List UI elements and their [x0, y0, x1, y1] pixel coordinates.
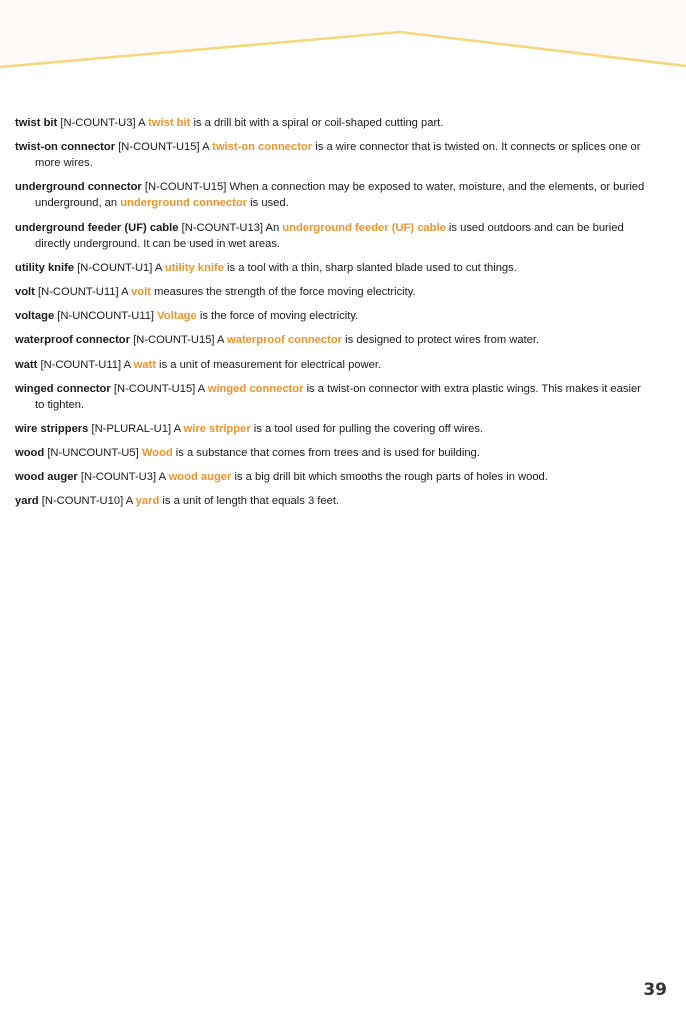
- entry-pre: A: [217, 334, 224, 347]
- entry-tag: [N-COUNT-U15]: [133, 334, 215, 347]
- entry-pre: A: [197, 382, 205, 395]
- entry-pre: A: [154, 261, 162, 274]
- entry-highlight: twist bit: [148, 117, 191, 129]
- entry-term: utility knife: [15, 261, 75, 274]
- entry-tag: [N-COUNT-U3]: [60, 117, 136, 129]
- entry-pre: A: [202, 141, 209, 154]
- entry-highlight: yard: [135, 495, 160, 508]
- entry-highlight: winged connector: [207, 382, 304, 395]
- entry-pre: When a connection may be exposed to water, moisture, and the elements, or buried underground, an: [35, 181, 645, 210]
- glossary-entry: [15, 139, 645, 171]
- entry-definition: is a tool with a thin, sharp slanted blade used to cut things.: [227, 261, 517, 274]
- entry-highlight: underground feeder (UF) cable: [282, 221, 446, 234]
- entry-pre: A: [158, 471, 166, 484]
- entry-term: voltage: [15, 310, 55, 323]
- glossary-entry: [15, 357, 645, 373]
- entry-term: twist-on connector: [15, 141, 116, 154]
- entry-tag: [N-COUNT-U10]: [41, 495, 124, 508]
- entry-tag: [N-COUNT-U11]: [40, 358, 122, 371]
- entry-definition: is a tool used for pulling the covering off wires.: [253, 422, 484, 435]
- entry-term: watt: [15, 358, 38, 371]
- entry-pre: A: [123, 358, 131, 371]
- entry-term: twist bit: [15, 117, 58, 129]
- entry-highlight: watt: [133, 358, 156, 371]
- glossary-entry: [15, 381, 645, 413]
- entry-tag: [N-COUNT-U15]: [144, 181, 227, 194]
- glossary-entry: [15, 308, 645, 324]
- entry-definition: is a unit of length that equals 3 feet.: [162, 495, 340, 508]
- entry-highlight: twist-on connector: [212, 141, 313, 154]
- entry-highlight: wire stripper: [183, 422, 251, 435]
- entry-tag: [N-COUNT-U1]: [77, 261, 153, 274]
- entry-tag: [N-UNCOUNT-U11]: [57, 310, 155, 323]
- entry-tag: [N-UNCOUNT-U5]: [47, 447, 139, 460]
- entry-highlight: utility knife: [164, 261, 224, 274]
- entry-tag: [N-COUNT-U15]: [113, 382, 196, 395]
- entry-term: waterproof connector: [15, 334, 130, 347]
- entry-term: volt: [15, 285, 35, 298]
- entry-definition: is used outdoors and can be buried directly underground. It can be used in wet areas.: [35, 221, 624, 250]
- entry-definition: is a twist-on connector with extra plastic wings. This makes it easier to tighten.: [35, 382, 641, 411]
- entry-term: underground connector: [15, 181, 142, 194]
- entry-pre: A: [173, 422, 181, 435]
- entry-highlight: volt: [131, 285, 151, 298]
- entry-pre: A: [125, 495, 133, 508]
- entry-definition: is a drill bit with a spiral or coil-shaped cutting part.: [193, 117, 444, 129]
- glossary-list: [15, 115, 645, 518]
- entry-pre: A: [138, 117, 145, 129]
- entry-term: wire strippers: [15, 422, 89, 435]
- entry-pre: An: [265, 221, 280, 234]
- entry-term: yard: [15, 495, 39, 508]
- entry-definition: is a unit of measurement for electrical power.: [159, 358, 382, 371]
- glossary-entry: [15, 469, 645, 485]
- header-decoration: [0, 0, 686, 80]
- entry-highlight: underground connector: [120, 197, 248, 210]
- entry-definition: is the force of moving electricity.: [199, 310, 359, 323]
- entry-tag: [N-COUNT-U11]: [38, 285, 119, 298]
- entry-term: wood: [15, 447, 45, 460]
- entry-pre: A: [121, 285, 128, 298]
- glossary-entry: [15, 179, 645, 211]
- glossary-entry: [15, 220, 645, 252]
- glossary-entry: [15, 332, 645, 348]
- entry-tag: [N-COUNT-U3]: [80, 471, 157, 484]
- entry-highlight: waterproof connector: [227, 334, 343, 347]
- entry-definition: is a big drill bit which smooths the rough parts of holes in wood.: [234, 471, 548, 484]
- entry-definition: is designed to protect wires from water.: [345, 334, 540, 347]
- entry-highlight: wood auger: [168, 471, 232, 484]
- entry-definition: is a wire connector that is twisted on. It connects or splices one or more wires.: [35, 141, 641, 170]
- entry-tag: [N-PLURAL-U1]: [91, 422, 172, 435]
- entry-highlight: Wood: [141, 447, 173, 460]
- entry-term: underground feeder (UF) cable: [15, 221, 179, 234]
- glossary-entry: [15, 115, 645, 131]
- entry-highlight: Voltage: [157, 310, 197, 323]
- entry-term: wood auger: [15, 471, 78, 484]
- entry-tag: [N-COUNT-U13]: [181, 221, 264, 234]
- entry-definition: measures the strength of the force moving electricity.: [154, 285, 416, 298]
- glossary-entry: [15, 445, 645, 461]
- page-number: 39: [643, 980, 667, 1000]
- entry-definition: is a substance that comes from trees and is used for building.: [175, 447, 480, 460]
- glossary-entry: [15, 493, 645, 509]
- entry-definition: is used.: [250, 197, 289, 210]
- glossary-entry: [15, 260, 645, 276]
- entry-tag: [N-COUNT-U15]: [118, 141, 200, 154]
- glossary-entry: [15, 284, 645, 300]
- entry-term: winged connector: [15, 382, 111, 395]
- glossary-entry: [15, 421, 645, 437]
